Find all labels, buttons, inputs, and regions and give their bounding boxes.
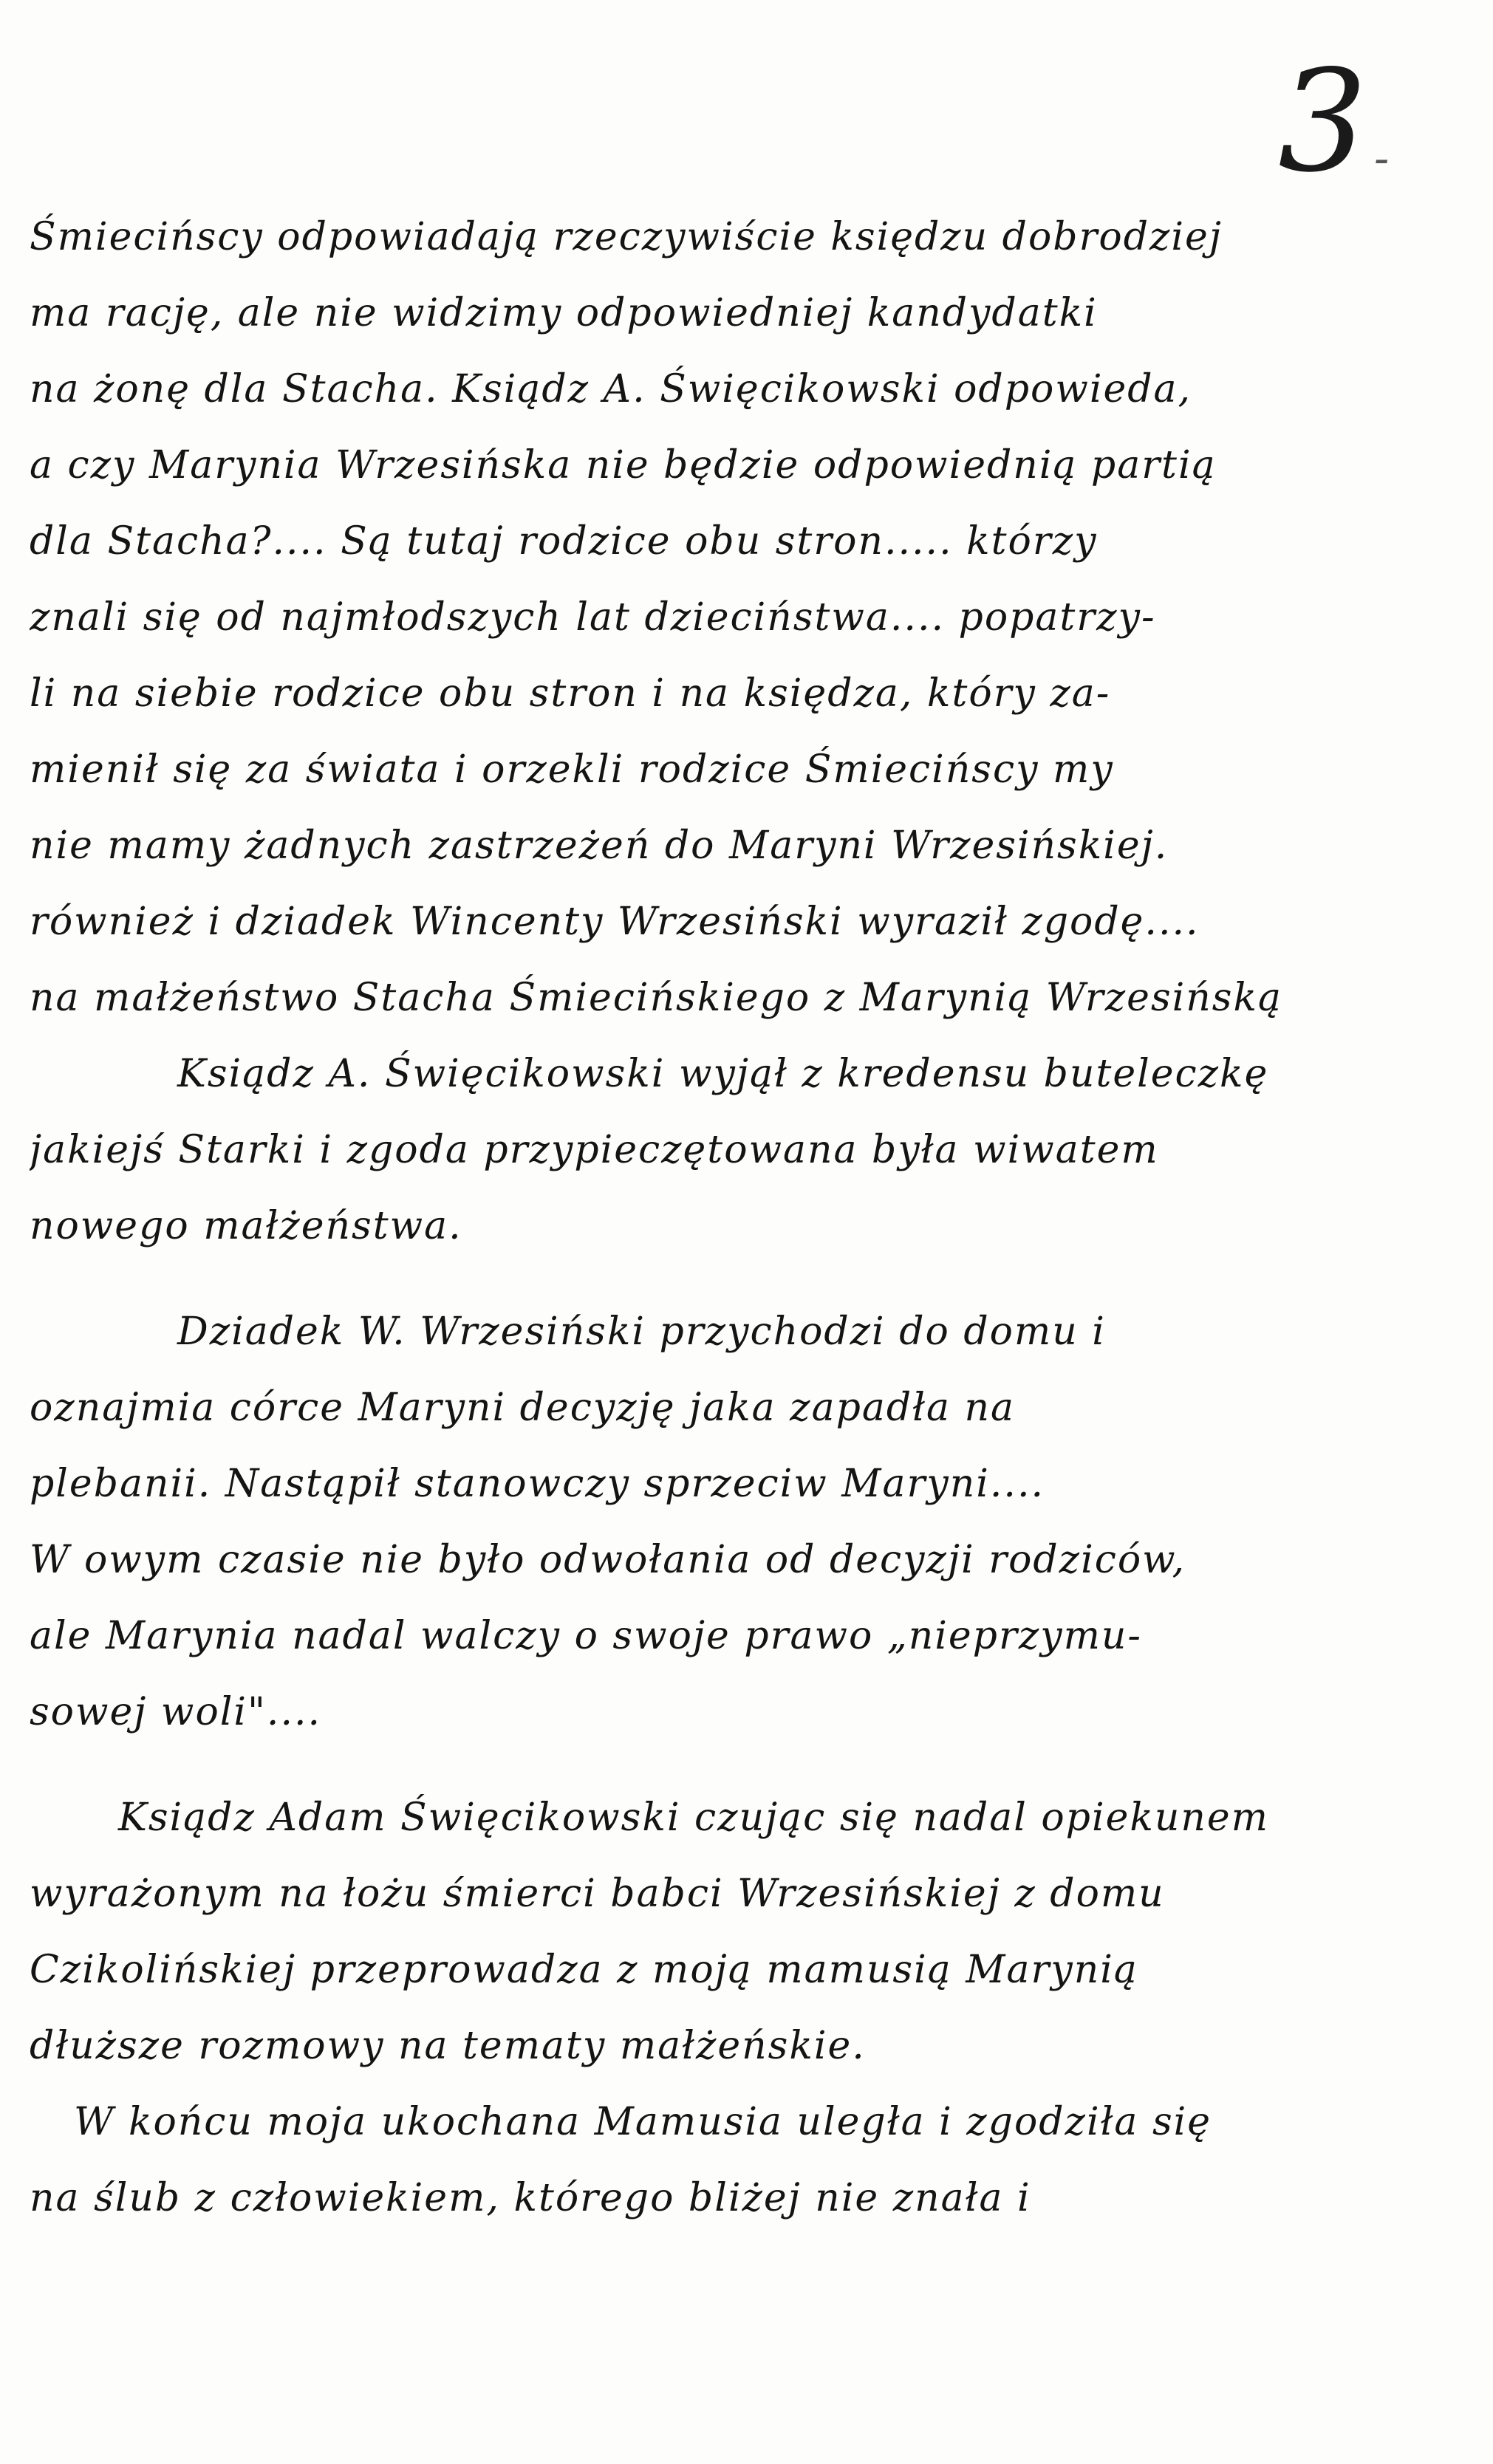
text-line: na ślub z człowiekiem, którego bliżej nie znała i <box>30 2176 1031 2220</box>
paragraph-gap <box>30 1264 1463 1294</box>
text-line: również i dziadek Wincenty Wrzesiński wyraził zgodę.... <box>30 900 1200 944</box>
text-line: plebanii. Nastąpił stanowczy sprzeciw Maryni.... <box>30 1462 1045 1506</box>
text-line: na małżeństwo Stacha Śmiecińskiego z Marynią Wrzesińską <box>30 976 1282 1020</box>
text-line: jakiejś Starki i zgoda przypieczętowana była wiwatem <box>30 1128 1159 1172</box>
text-line: sowej woli".... <box>30 1690 322 1734</box>
text-line: znali się od najmłodszych lat dzieciństwa.... popatrzy- <box>30 595 1156 640</box>
text-line: W owym czasie nie było odwołania od decyzji rodziców, <box>30 1538 1186 1582</box>
text-line: W końcu moja ukochana Mamusia uległa i zgodziła się <box>74 2100 1212 2144</box>
text-line: nie mamy żadnych zastrzeżeń do Maryni Wrzesińskiej. <box>30 824 1169 868</box>
page-number-mark: - <box>1374 133 1390 185</box>
text-line: Śmiecińscy odpowiadają rzeczywiście księdzu dobrodziej <box>30 215 1223 259</box>
text-line: Dziadek W. Wrzesiński przychodzi do domu i <box>177 1310 1106 1354</box>
paragraph-gap <box>30 1751 1463 1780</box>
text-line: ma rację, ale nie widzimy odpowiedniej kandydatki <box>30 291 1098 335</box>
text-line: li na siebie rodzice obu stron i na księdza, który za- <box>30 671 1111 716</box>
handwritten-text <box>30 199 1463 2237</box>
text-line: nowego małżeństwa. <box>30 1204 462 1248</box>
text-line: dla Stacha?.... Są tutaj rodzice obu stron..... którzy <box>30 519 1098 564</box>
text-line: oznajmia córce Maryni decyzję jaka zapadła na <box>30 1386 1016 1430</box>
text-line: wyrażonym na łożu śmierci babci Wrzesińskiej z domu <box>30 1872 1165 1916</box>
text-line: mienił się za świata i orzekli rodzice Śmiecińscy my <box>30 747 1114 792</box>
text-line: Czikolińskiej przeprowadza z moją mamusią Marynią <box>30 1948 1138 1992</box>
text-line: a czy Marynia Wrzesińska nie będzie odpowiednią partią <box>30 443 1217 487</box>
text-line: na żonę dla Stacha. Ksiądz A. Święcikowski odpowieda, <box>30 367 1192 411</box>
text-line: dłuższe rozmowy na tematy małżeńskie. <box>30 2024 866 2068</box>
text-line: Ksiądz Adam Święcikowski czując się nadal opiekunem <box>118 1796 1269 1840</box>
page-number: 3 <box>1278 40 1367 203</box>
text-line: Ksiądz A. Święcikowski wyjął z kredensu buteleczkę <box>177 1052 1269 1096</box>
text-line: ale Marynia nadal walczy o swoje prawo „nieprzymu- <box>30 1614 1142 1658</box>
